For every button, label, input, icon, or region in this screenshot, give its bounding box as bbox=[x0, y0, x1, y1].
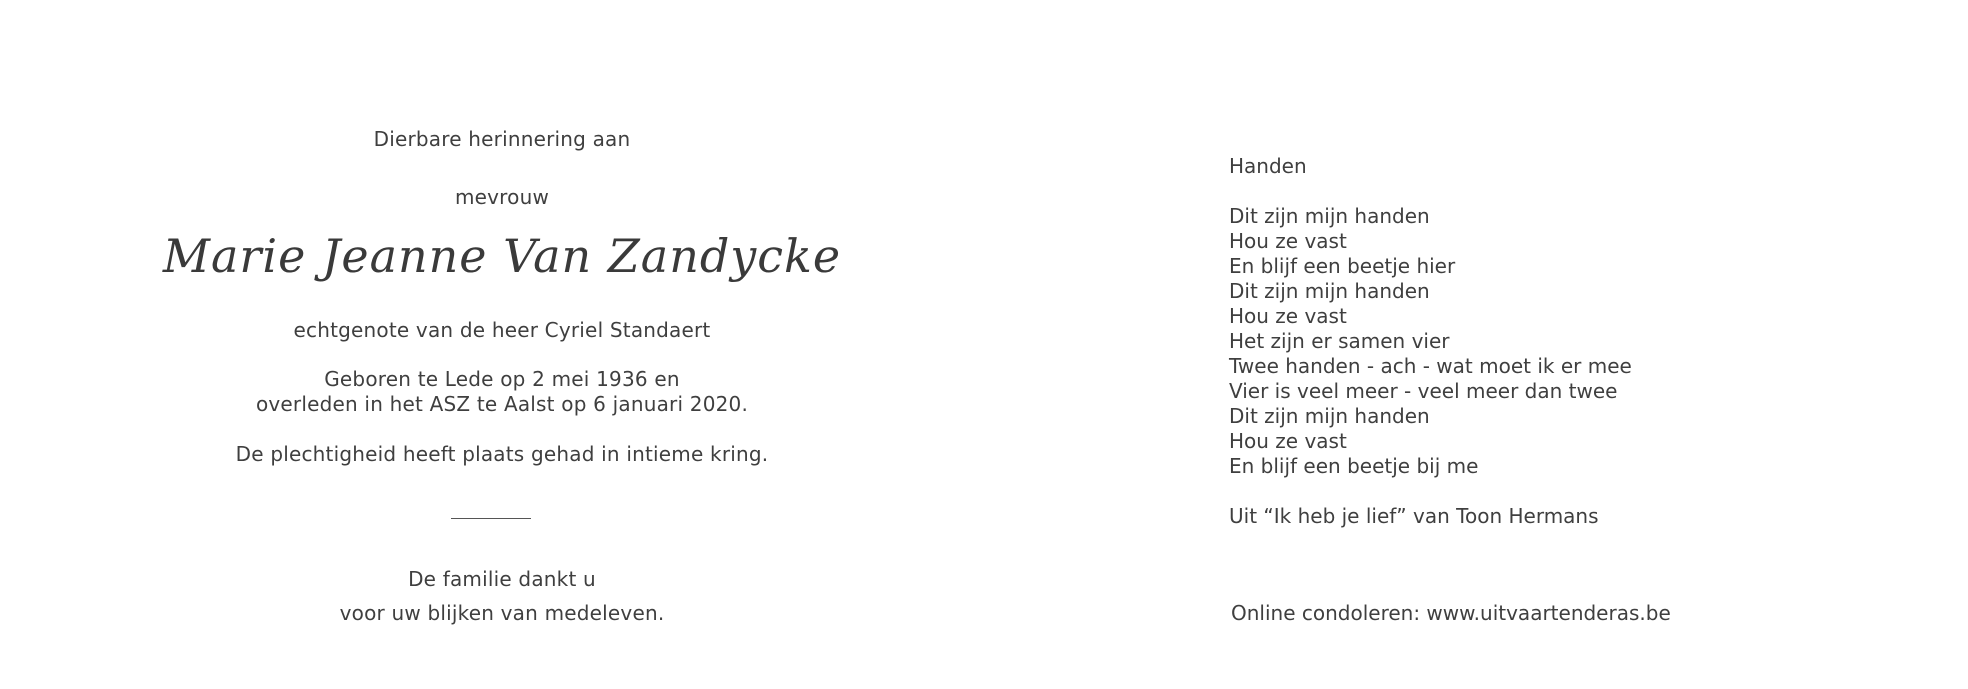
poem bbox=[1229, 204, 1632, 479]
poem-line: Hou ze vast bbox=[1229, 304, 1347, 328]
right-panel bbox=[1229, 0, 1929, 689]
poem-line: Het zijn er samen vier bbox=[1229, 329, 1450, 353]
birth-text: Geboren te Lede op 2 mei 1936 en bbox=[324, 367, 680, 391]
poem-line: Vier is veel meer - veel meer dan twee bbox=[1229, 379, 1618, 403]
poem-line: Dit zijn mijn handen bbox=[1229, 279, 1430, 303]
deceased-name: Marie Jeanne Van Zandycke bbox=[162, 229, 842, 283]
spouse-text: echtgenote van de heer Cyriel Standaert bbox=[293, 318, 711, 342]
poem-line: Dit zijn mijn handen bbox=[1229, 404, 1430, 428]
poem-line: En blijf een beetje bij me bbox=[1229, 454, 1479, 478]
honorific-text: mevrouw bbox=[454, 185, 550, 209]
poem-line: Twee handen - ach - wat moet ik er mee bbox=[1229, 354, 1632, 378]
poem-source: Uit “Ik heb je lief” van Toon Hermans bbox=[1229, 504, 1599, 528]
ceremony-text: De plechtigheid heeft plaats gehad in intieme kring. bbox=[235, 442, 769, 466]
thanks-line-2: voor uw blijken van medeleven. bbox=[339, 601, 665, 625]
death-text: overleden in het ASZ te Aalst op 6 januari 2020. bbox=[255, 392, 749, 416]
poem-line: En blijf een beetje hier bbox=[1229, 254, 1456, 278]
online-condolence-text: Online condoleren: www.uitvaartenderas.be bbox=[1231, 601, 1671, 625]
divider-line bbox=[451, 518, 531, 519]
poem-line: Dit zijn mijn handen bbox=[1229, 204, 1430, 228]
poem-title: Handen bbox=[1229, 154, 1307, 178]
poem-line: Hou ze vast bbox=[1229, 429, 1347, 453]
poem-line: Hou ze vast bbox=[1229, 229, 1347, 253]
intro-text: Dierbare herinnering aan bbox=[373, 127, 631, 151]
thanks-line-1: De familie dankt u bbox=[408, 567, 596, 591]
